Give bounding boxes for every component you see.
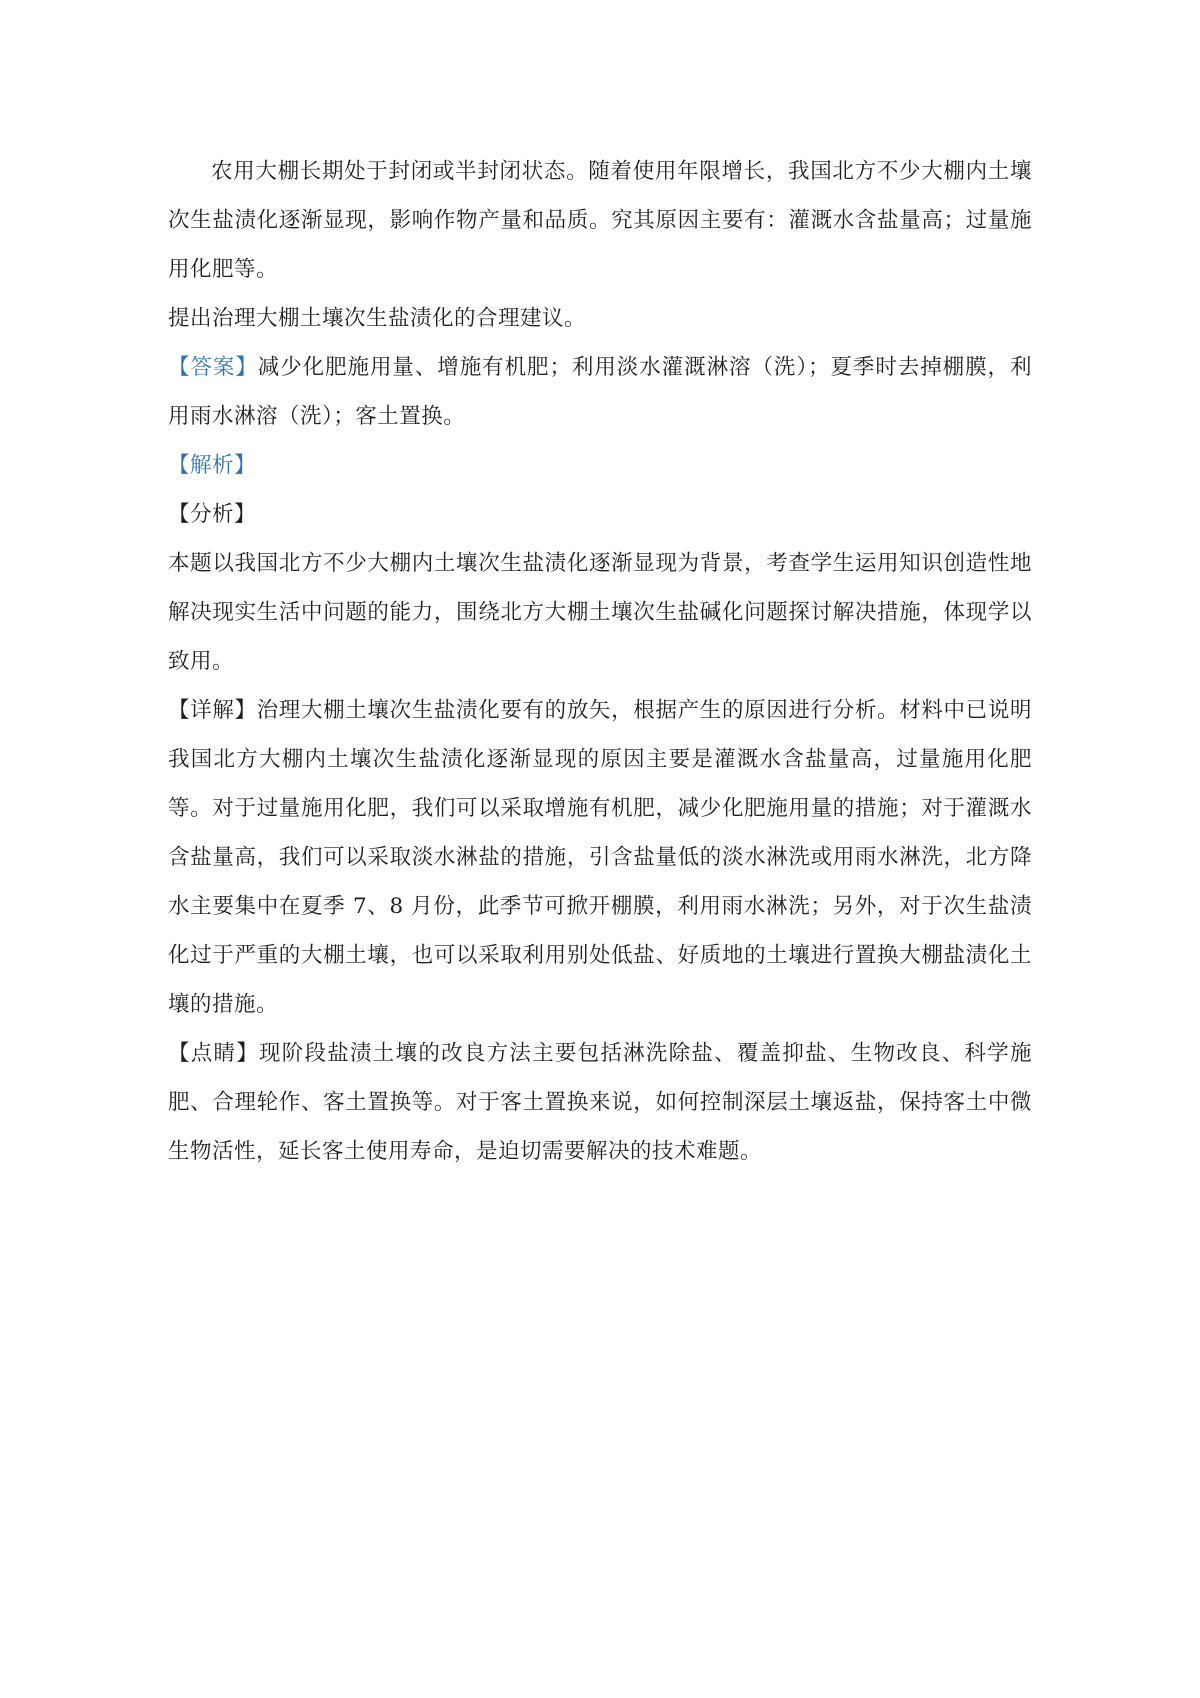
analysis-header-paragraph xyxy=(168,441,1032,490)
answer-label: 【答案】 xyxy=(168,355,258,380)
analysis-text: 本题以我国北方不少大棚内土壤次生盐渍化逐渐显现为背景，考查学生运用知识创造性地解决现实生活中问题的能力，围绕北方大棚土壤次生盐碱化问题探讨解决措施，体现学以致用。 xyxy=(168,551,1032,674)
material-paragraph xyxy=(168,147,1032,294)
detail-paragraph xyxy=(168,686,1032,1029)
analysis-header-label: 【解析】 xyxy=(168,453,257,478)
tip-label: 【点睛】 xyxy=(168,1041,260,1066)
question-text: 提出治理大棚土壤次生盐渍化的合理建议。 xyxy=(168,306,587,331)
analysis-paragraph xyxy=(168,539,1032,686)
analysis-sub-paragraph xyxy=(168,490,1032,539)
detail-text: 治理大棚土壤次生盐渍化要有的放矢，根据产生的原因进行分析。材料中已说明我国北方大棚内土壤次生盐渍化逐渐显现的原因主要是灌溉水含盐量高，过量施用化肥等。对于过量施用化肥，我们可以采取增施有机肥，减少化肥施用量的措施；对于灌溉水含盐量高，我们可以采取淡水淋盐的措施，引含盐量低的淡水淋洗或用雨水淋洗，北方降水主要集中在夏季 7、8 月份，此季节可掀开棚膜，利用雨水淋洗；另外，对于次生盐渍化过于严重的大棚土壤，也可以采取利用别处低盐、好质地的土壤进行置换大棚盐渍化土壤的措施。 xyxy=(168,698,1032,1017)
detail-label: 【详解】 xyxy=(168,698,257,723)
analysis-sub-label: 【分析】 xyxy=(168,502,257,527)
tip-text: 现阶段盐渍土壤的改良方法主要包括淋洗除盐、覆盖抑盐、生物改良、科学施肥、合理轮作、客土置换等。对于客土置换来说，如何控制深层土壤返盐，保持客土中微生物活性，延长客土使用寿命，是迫切需要解决的技术难题。 xyxy=(168,1041,1032,1164)
answer-text: 减少化肥施用量、增施有机肥；利用淡水灌溉淋溶（洗）；夏季时去掉棚膜，利用雨水淋溶（洗）；客土置换。 xyxy=(168,355,1032,429)
answer-paragraph xyxy=(168,343,1032,441)
question-paragraph xyxy=(168,294,1032,343)
material-text: 农用大棚长期处于封闭或半封闭状态。随着使用年限增长，我国北方不少大棚内土壤次生盐渍化逐渐显现，影响作物产量和品质。究其原因主要有：灌溉水含盐量高；过量施用化肥等。 xyxy=(168,159,1032,282)
tip-paragraph xyxy=(168,1029,1032,1176)
document-content xyxy=(168,147,1032,1176)
